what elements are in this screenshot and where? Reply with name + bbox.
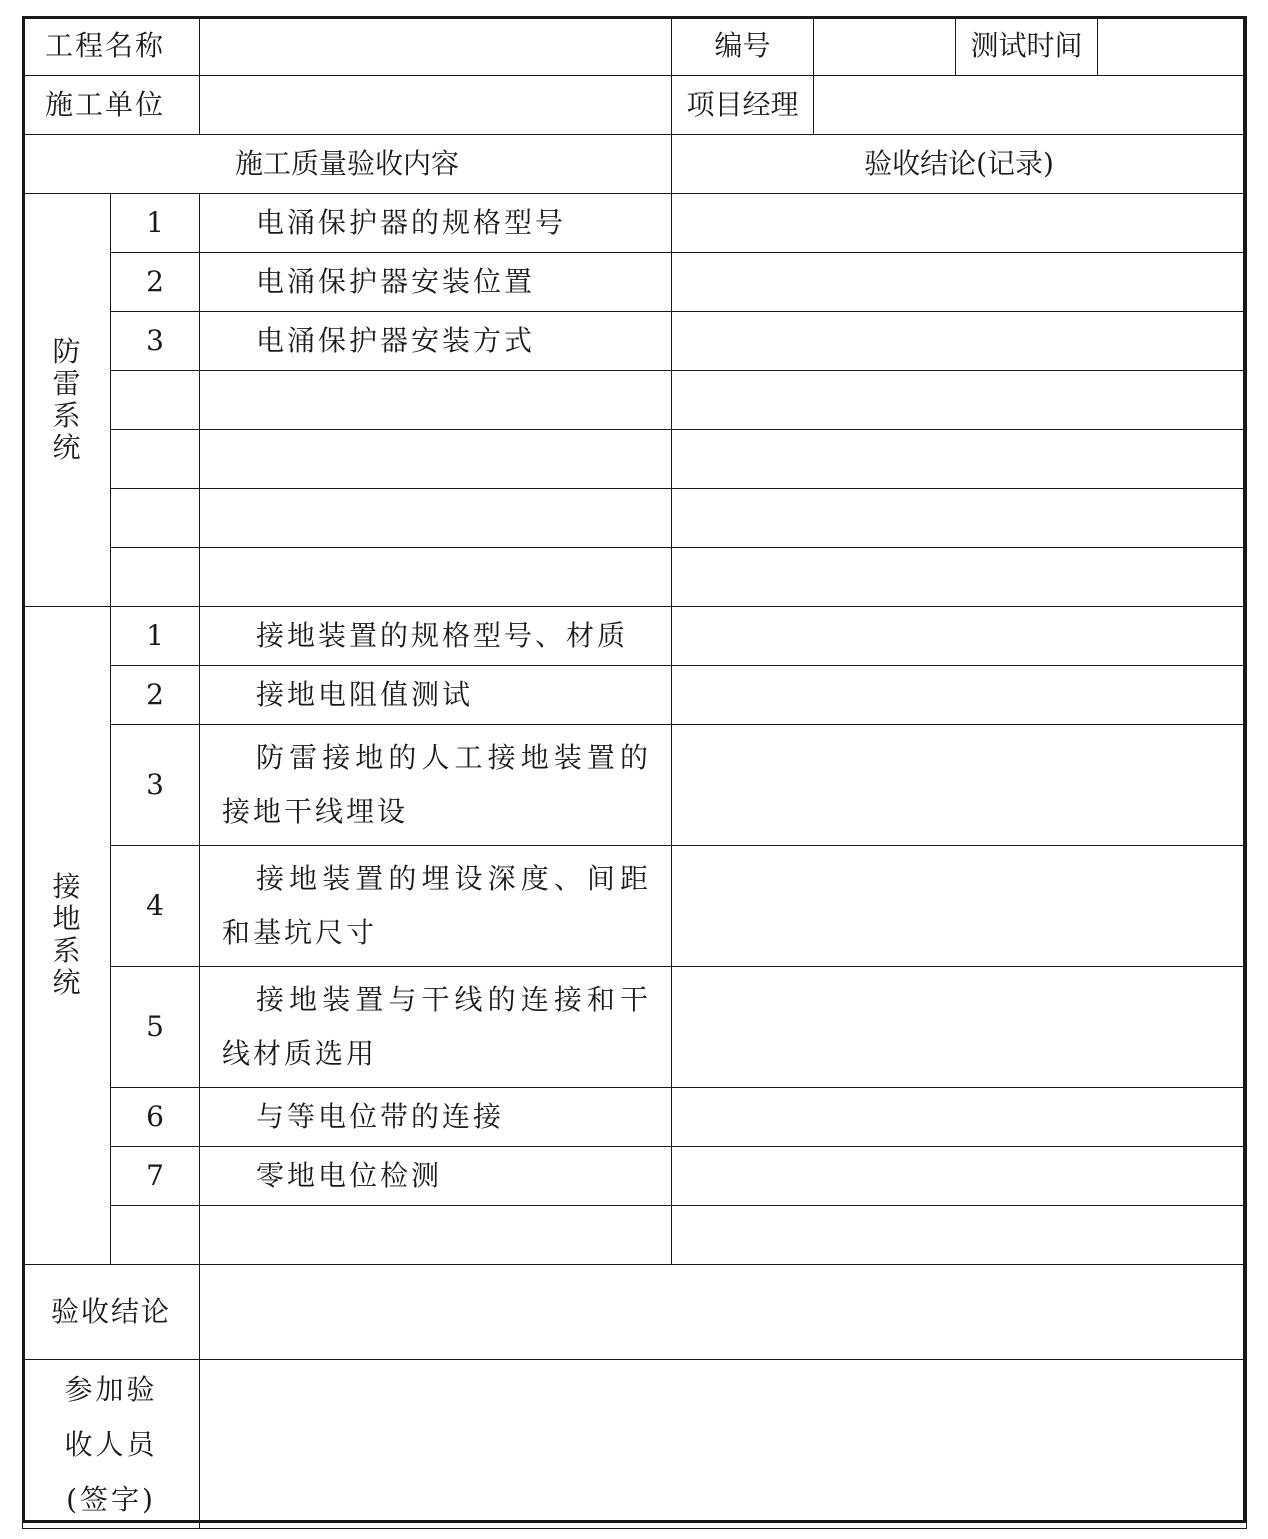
item-number: 5 <box>111 967 200 1088</box>
item-number: 7 <box>111 1147 200 1206</box>
signers-label-line-3: (签字) <box>66 1482 156 1516</box>
item-text: 接地装置的规格型号、材质 <box>200 607 672 666</box>
item-number: 3 <box>111 725 200 846</box>
item-text: 电涌保护器安装位置 <box>200 253 672 312</box>
form-outer-border <box>22 16 1246 1523</box>
item-text: 接地装置的埋设深度、间距和基坑尺寸 <box>200 846 672 967</box>
item-text: 接地装置与干线的连接和干线材质选用 <box>200 967 672 1088</box>
lightning-group-label-text: 防雷系统 <box>52 334 81 464</box>
item-number: 6 <box>111 1088 200 1147</box>
item-number: 1 <box>111 607 200 666</box>
item-text: 电涌保护器的规格型号 <box>200 194 672 253</box>
item-text: 与等电位带的连接 <box>200 1088 672 1147</box>
signers-label-line-2: 收人员 <box>64 1427 158 1461</box>
item-number: 4 <box>111 846 200 967</box>
item-text: 零地电位检测 <box>200 1147 672 1206</box>
project-name-label: 工程名称 <box>23 17 200 76</box>
item-number: 1 <box>111 194 200 253</box>
item-number: 3 <box>111 312 200 371</box>
grounding-group-label-text: 接地系统 <box>52 870 81 1000</box>
contractor-label: 施工单位 <box>23 76 200 135</box>
content-column-header: 施工质量验收内容 <box>23 135 672 194</box>
number-label: 编号 <box>672 17 814 76</box>
signers-label-line-1: 参加验 <box>64 1372 158 1406</box>
item-text: 防雷接地的人工接地装置的接地干线埋设 <box>200 725 672 846</box>
item-number: 2 <box>111 666 200 725</box>
conclusion-column-header: 验收结论(记录) <box>672 135 1247 194</box>
item-number: 2 <box>111 253 200 312</box>
conclusion-label: 验收结论 <box>23 1265 200 1360</box>
project-manager-label: 项目经理 <box>672 76 814 135</box>
item-text: 接地电阻值测试 <box>200 666 672 725</box>
item-text: 电涌保护器安装方式 <box>200 312 672 371</box>
test-time-label: 测试时间 <box>956 17 1098 76</box>
